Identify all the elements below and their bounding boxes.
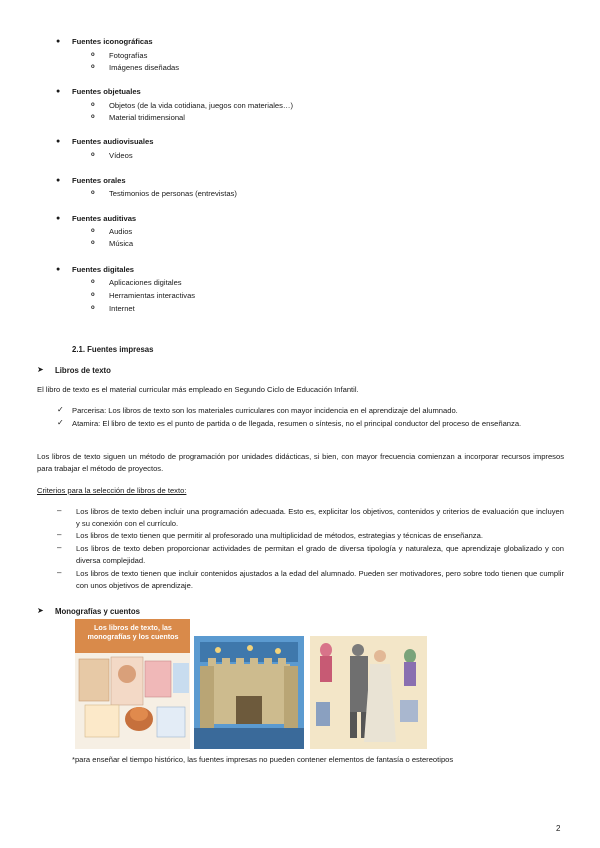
criteria-item: Los libros de texto tienen que permitir al profesorado una multiplicidad de métodos, estrategias y técnicas de enseñanza. xyxy=(76,531,483,540)
criteria-item: Los libros de texto tienen que incluir contenidos ajustados a la edad del alumnado. Pueden ser motivadores, pero sobre todo tienen que cumplir con unos objetivos de aprendizaje. xyxy=(76,569,564,590)
source-title: Fuentes auditivas xyxy=(72,214,137,223)
dash-icon: – xyxy=(57,506,62,515)
check-icon: ✓ xyxy=(57,418,64,427)
textbooks-image xyxy=(75,619,190,749)
criteria-title: Criterios para la selección de libros de texto: xyxy=(37,486,187,495)
dash-icon: – xyxy=(57,543,62,552)
bullet-icon: ● xyxy=(56,88,61,95)
medieval-illustration xyxy=(310,636,427,749)
sub-bullet-icon: o xyxy=(91,279,95,285)
arrow-right-icon: ➤ xyxy=(37,606,44,615)
sub-bullet-icon: o xyxy=(91,292,95,298)
sub-bullet-icon: o xyxy=(91,190,95,196)
source-item: Herramientas interactivas xyxy=(109,291,196,300)
source-item: Internet xyxy=(109,304,135,313)
sub-bullet-icon: o xyxy=(91,152,95,158)
libros-title: Libros de texto xyxy=(55,366,111,375)
section-heading: 2.1. Fuentes impresas xyxy=(72,345,154,354)
monografias-title: Monografías y cuentos xyxy=(55,607,140,616)
source-item: Aplicaciones digitales xyxy=(109,278,182,287)
page-number: 2 xyxy=(556,824,561,833)
source-title: Fuentes audiovisuales xyxy=(72,137,154,146)
sub-bullet-icon: o xyxy=(91,52,95,58)
bullet-icon: ● xyxy=(56,138,61,145)
arrow-right-icon: ➤ xyxy=(37,365,44,374)
libros-paragraph: Los libros de texto siguen un método de programación por unidades didácticas, si bien, con mayor frecuencia comienzan a incorporar recursos impresos para trabajar el método de proyectos. xyxy=(37,452,564,473)
check-item: Atamira: El libro de texto es el punto de partida o de llegada, resumen o síntesis, no el principal conductor del proceso de enseñanza. xyxy=(72,419,522,428)
source-title: Fuentes objetuales xyxy=(72,87,141,96)
check-item: Parcerisa: Los libros de texto son los materiales curriculares con mayor incidencia en el aprendizaje del alumnado. xyxy=(72,406,458,415)
bullet-icon: ● xyxy=(56,266,61,273)
sub-bullet-icon: o xyxy=(91,240,95,246)
sub-bullet-icon: o xyxy=(91,114,95,120)
dash-icon: – xyxy=(57,530,62,539)
source-item: Imágenes diseñadas xyxy=(109,63,180,72)
source-title: Fuentes iconográficas xyxy=(72,37,153,46)
castle-illustration xyxy=(194,636,304,749)
castle-image xyxy=(194,636,304,749)
bullet-icon: ● xyxy=(56,38,61,45)
image-caption: *para enseñar el tiempo histórico, las fuentes impresas no pueden contener elementos de fantasía o estereotipos xyxy=(72,755,454,764)
source-title: Fuentes digitales xyxy=(72,265,135,274)
source-item: Material tridimensional xyxy=(109,113,185,122)
criteria-item: Los libros de texto deben proporcionar actividades de permitan el grado de diversa tipología y naturaleza, que aprendizaje globalizado y con diversa complejidad. xyxy=(76,544,564,565)
textbooks-image-text: Los libros de texto, las monografías y los cuentos xyxy=(87,623,179,641)
source-item: Música xyxy=(109,239,134,248)
dash-icon: – xyxy=(57,568,62,577)
bullet-icon: ● xyxy=(56,215,61,222)
source-item: Audios xyxy=(109,227,133,236)
libros-intro: El libro de texto es el material curricular más empleado en Segundo Ciclo de Educación Infantil. xyxy=(37,385,359,394)
sub-bullet-icon: o xyxy=(91,228,95,234)
medieval-figures-image xyxy=(310,636,427,749)
source-item: Fotografías xyxy=(109,51,148,60)
source-item: Vídeos xyxy=(109,151,133,160)
source-title: Fuentes orales xyxy=(72,176,126,185)
sub-bullet-icon: o xyxy=(91,64,95,70)
check-icon: ✓ xyxy=(57,405,64,414)
sub-bullet-icon: o xyxy=(91,305,95,311)
bullet-icon: ● xyxy=(56,177,61,184)
sub-bullet-icon: o xyxy=(91,102,95,108)
criteria-item: Los libros de texto deben incluir una programación adecuada. Esto es, explicitar los objetivos, contenidos y criterios de evaluación que incluyen y su conexión con el currículo. xyxy=(76,507,564,528)
source-item: Testimonios de personas (entrevistas) xyxy=(109,189,237,198)
source-item: Objetos (de la vida cotidiana, juegos con materiales…) xyxy=(109,101,294,110)
